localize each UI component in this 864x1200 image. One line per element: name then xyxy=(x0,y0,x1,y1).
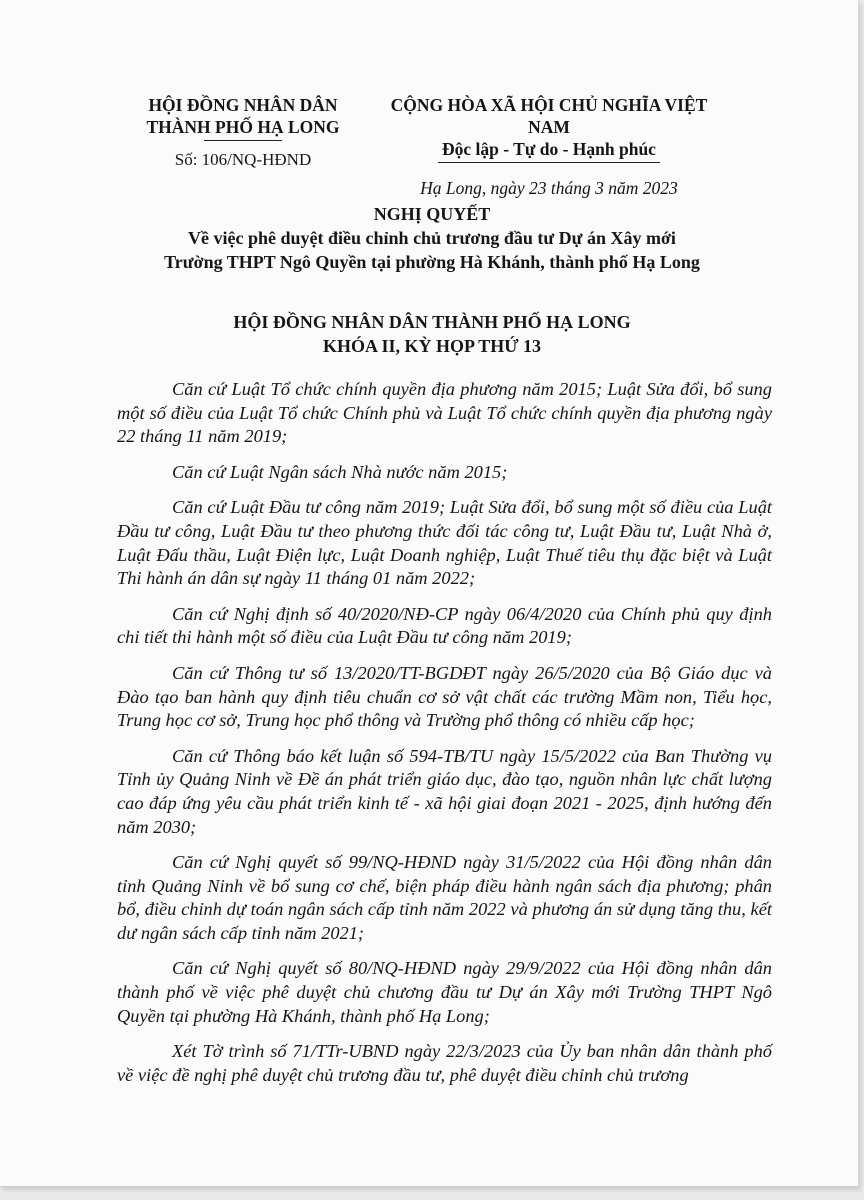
council-heading xyxy=(100,310,764,358)
motto-underline xyxy=(438,162,660,163)
legal-basis-paragraph: Căn cứ Luật Ngân sách Nhà nước năm 2015; xyxy=(172,461,508,482)
council-name: HỘI ĐỒNG NHÂN DÂN THÀNH PHỐ HẠ LONG xyxy=(233,312,631,332)
document-subject-line2: Trường THPT Ngô Quyền tại phường Hà Khánh, thành phố Hạ Long xyxy=(164,252,700,272)
legal-basis-paragraph: Căn cứ Nghị quyết số 99/NQ-HĐND ngày 31/5/2022 của Hội đồng nhân dân tỉnh Quảng Ninh về bổ sung cơ chế, biện pháp điều hành ngân sách địa phương; phân bổ, điều chỉnh dự toán ngân sách cấp tỉnh năm 2022 và phương án sử dụng tăng thu, kết dư ngân sách cấp tỉnh năm 2021; xyxy=(117,852,772,943)
national-header-block xyxy=(376,94,722,199)
nation-title: CỘNG HÒA XÃ HỘI CHỦ NGHĨA VIỆT NAM xyxy=(390,95,708,137)
national-motto: Độc lập - Tự do - Hạnh phúc xyxy=(442,139,656,159)
legal-basis-paragraph: Căn cứ Nghị quyết số 80/NQ-HĐND ngày 29/9/2022 của Hội đồng nhân dân thành phố về việc phê duyệt chủ chương đầu tư Dự án Xây mới Trường THPT Ngô Quyền tại phường Hà Khánh, thành phố Hạ Long; xyxy=(117,958,772,1026)
legal-basis-paragraph: Căn cứ Luật Đầu tư công năm 2019; Luật Sửa đổi, bổ sung một số điều của Luật Đầu tư công, Luật Đầu tư theo phương thức đối tác công tư, Luật Đầu tư, Luật Nhà ở, Luật Đấu thầu, Luật Điện lực, Luật Doanh nghiệp, Luật Thuế tiêu thụ đặc biệt và Luật Thi hành án dân sự ngày 11 tháng 01 năm 2022; xyxy=(117,497,772,589)
issuing-authority-line2: THÀNH PHỐ HẠ LONG xyxy=(146,117,340,137)
issuing-authority-block xyxy=(128,94,358,170)
council-session: KHÓA II, KỲ HỌP THỨ 13 xyxy=(322,336,542,356)
legal-basis-section xyxy=(117,378,772,1087)
place-and-date: Hạ Long, ngày 23 tháng 3 năm 2023 xyxy=(420,178,678,198)
document-type: NGHỊ QUYẾT xyxy=(373,204,491,224)
legal-basis-paragraph: Căn cứ Luật Tổ chức chính quyền địa phương năm 2015; Luật Sửa đổi, bổ sung một số điều của Luật Tổ chức Chính phủ và Luật Tổ chức chính quyền địa phương ngày 22 tháng 11 năm 2019; xyxy=(117,379,772,447)
document-subject-line1: Về việc phê duyệt điều chỉnh chủ trương đầu tư Dự án Xây mới xyxy=(188,228,676,248)
document-number: Số: 106/NQ-HĐND xyxy=(174,150,312,169)
document-title-block xyxy=(100,202,764,274)
legal-basis-paragraph: Căn cứ Thông báo kết luận số 594-TB/TU ngày 15/5/2022 của Ban Thường vụ Tỉnh ủy Quảng Ninh về Đề án phát triển giáo dục, đào tạo, nguồn nhân lực chất lượng cao đáp ứng yêu cầu phát triển kinh tế - xã hội giai đoạn 2021 - 2025, định hướng đến năm 2030; xyxy=(117,745,772,837)
issuing-authority-line1: HỘI ĐỒNG NHÂN DÂN xyxy=(148,95,338,115)
authority-underline xyxy=(204,140,282,141)
legal-basis-paragraph: Xét Tờ trình số 71/TTr-UBND ngày 22/3/2023 của Ủy ban nhân dân thành phố về việc đề nghị phê duyệt chủ trương đầu tư, phê duyệt điều chỉnh chủ trương xyxy=(117,1041,772,1085)
legal-basis-paragraph: Căn cứ Nghị định số 40/2020/NĐ-CP ngày 06/4/2020 của Chính phủ quy định chi tiết thi hành một số điều của Luật Đầu tư công năm 2019; xyxy=(117,603,772,648)
legal-basis-paragraph: Căn cứ Thông tư số 13/2020/TT-BGDĐT ngày 26/5/2020 của Bộ Giáo dục và Đào tạo ban hành quy định tiêu chuẩn cơ sở vật chất các trường Mầm non, Tiểu học, Trung học cơ sở, Trung học phổ thông và Trường phổ thông có nhiều cấp học; xyxy=(117,662,772,731)
